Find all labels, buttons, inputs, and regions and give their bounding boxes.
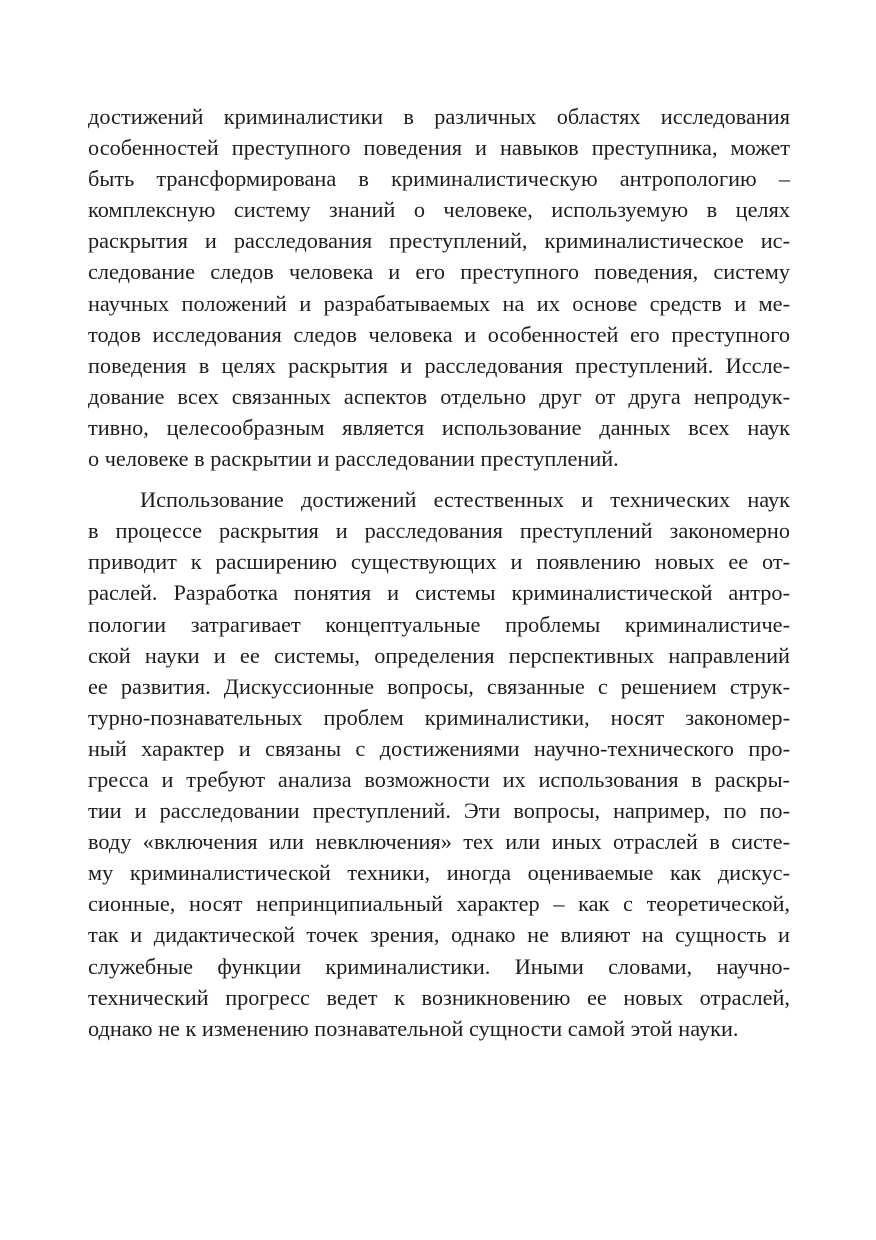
text-line: научных положений и разрабатываемых на их основе средств и ме-: [88, 290, 790, 316]
text-line: ее развития. Дискуссионные вопросы, связанные с решением струк-: [88, 673, 790, 699]
text-line: достижений криминалистики в различных областях исследования: [88, 104, 790, 129]
text-line: о человеке в раскрытии и расследовании преступлений.: [88, 446, 619, 472]
text-line: ный характер и связаны с достижениями научно-технического про-: [88, 735, 790, 761]
text-line: поведения в целях раскрытия и расследования преступлений. Иссле-: [88, 352, 790, 378]
text-line: так и дидактической точек зрения, однако не влияют на сущность и: [88, 922, 790, 948]
text-line: следование следов человека и его преступного поведения, систему: [88, 259, 790, 285]
text-line: быть трансформирована в криминалистическую антропологию –: [88, 166, 790, 192]
paragraph-2: [88, 484, 790, 1044]
text-line: дование всех связанных аспектов отдельно друг от друга непродук-: [88, 383, 790, 409]
paragraph-1: [88, 101, 790, 474]
text-line: раскрытия и расследования преступлений, криминалистическое ис-: [88, 228, 790, 254]
text-line: приводит к расширению существующих и появлению новых ее от-: [88, 549, 790, 575]
text-line: в процессе раскрытия и расследования преступлений закономерно: [88, 518, 790, 544]
text-line: технический прогресс ведет к возникновению ее новых отраслей,: [88, 984, 790, 1010]
text-line: тодов исследования следов человека и особенностей его преступного: [88, 321, 790, 347]
text-line: турно-познавательных проблем криминалистики, носят закономер-: [88, 704, 790, 730]
text-line: воду «включения или невключения» тех или иных отраслей в систе-: [88, 829, 790, 855]
text-line: служебные функции криминалистики. Иными словами, научно-: [88, 953, 790, 979]
text-line: тии и расследовании преступлений. Эти вопросы, например, по по-: [88, 798, 790, 824]
text-line: комплексную систему знаний о человеке, используемую в целях: [88, 197, 790, 223]
text-line: тивно, целесообразным является использование данных всех наук: [88, 414, 790, 440]
text-line: пологии затрагивает концептуальные проблемы криминалистиче-: [88, 611, 790, 637]
document-page: [88, 101, 790, 1044]
text-line: особенностей преступного поведения и навыков преступника, может: [88, 135, 790, 161]
text-line: му криминалистической техники, иногда оцениваемые как дискус-: [88, 860, 790, 886]
text-line: гресса и требуют анализа возможности их использования в раскры-: [88, 766, 790, 792]
text-line: сионные, носят непринципиальный характер – как с теоретической,: [88, 891, 790, 917]
text-line: однако не к изменению познавательной сущности самой этой науки.: [88, 1015, 739, 1041]
text-line: Использование достижений естественных и технических наук: [140, 487, 790, 513]
text-line: ской науки и ее системы, определения перспективных направлений: [88, 642, 790, 668]
text-line: раслей. Разработка понятия и системы криминалистической антро-: [88, 580, 790, 606]
